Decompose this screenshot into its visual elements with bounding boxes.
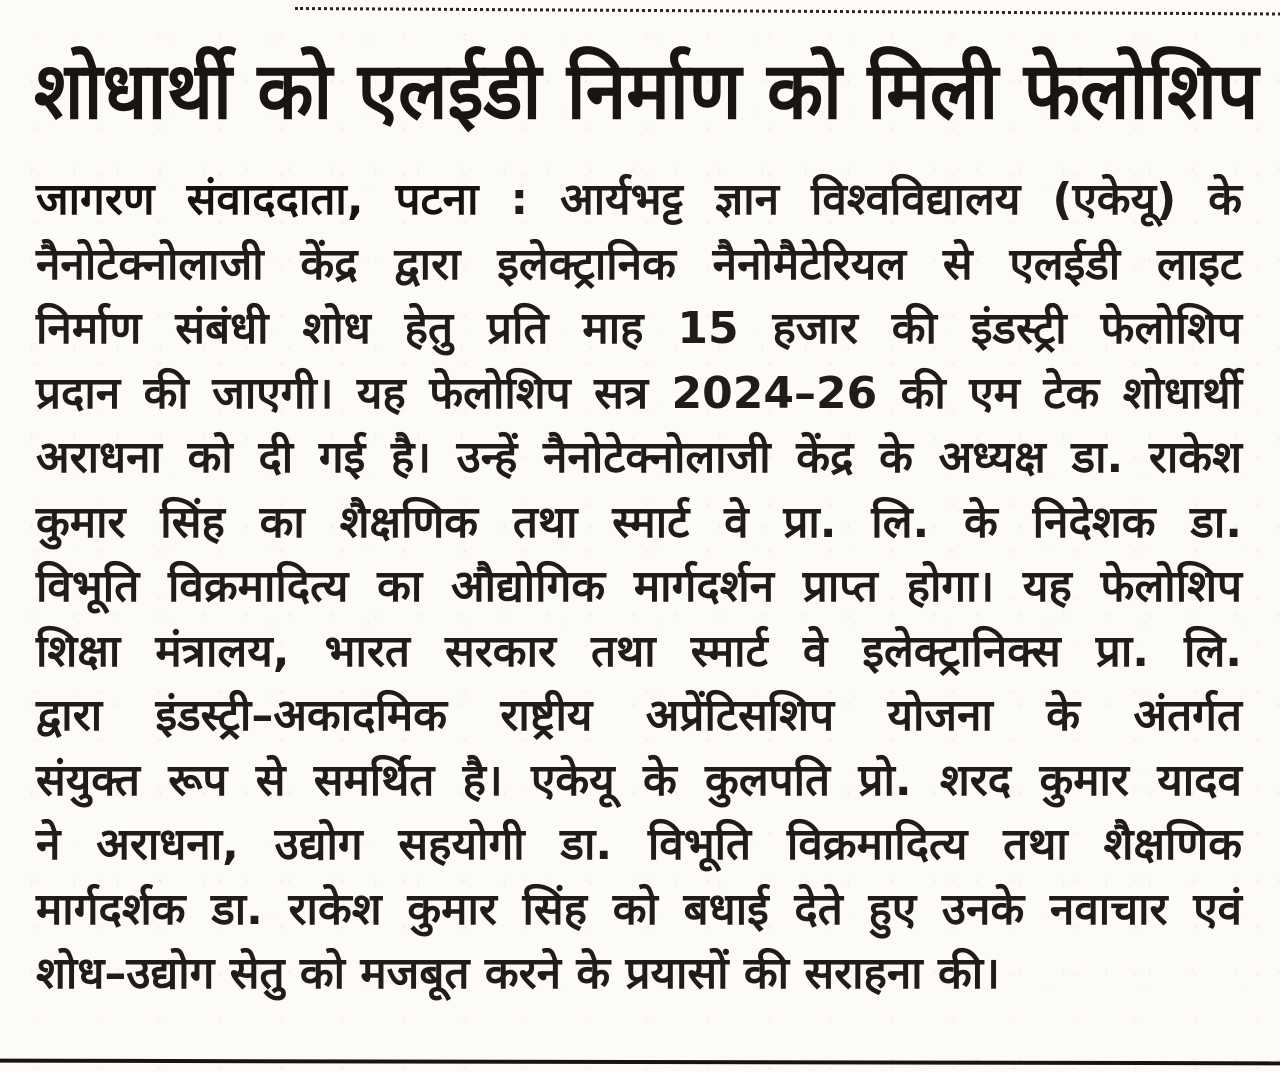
article-line-7: विभूति विक्रमादित्य का औद्योगिक मार्गदर्शन प्राप्त होगा। यह फेलोशिप bbox=[36, 561, 1242, 612]
article-line-8: शिक्षा मंत्रालय, भारत सरकार तथा स्मार्ट वे इलेक्ट्रानिक्स प्रा. लि. bbox=[36, 625, 1242, 677]
article-line-1-text: आर्यभट्ट ज्ञान विश्वविद्यालय (एकेयू) के bbox=[560, 174, 1242, 225]
article-line-4: प्रदान की जाएगी। यह फेलोशिप सत्र 2024–26 की एम टेक शोधार्थी bbox=[36, 367, 1242, 419]
byline: जागरण संवाददाता, पटना bbox=[36, 174, 479, 225]
article-line-9: द्वारा इंडस्ट्री–अकादमिक राष्ट्रीय अप्रेंटिसशिप योजना के अंतर्गत bbox=[36, 690, 1242, 741]
article-line-12: मार्गदर्शक डा. राकेश कुमार सिंह को बधाई देते हुए उनके नवाचार एवं bbox=[36, 883, 1242, 935]
article-line-6: कुमार सिंह का शैक्षणिक तथा स्मार्ट वे प्रा. लि. के निदेशक डा. bbox=[36, 496, 1242, 548]
bottom-rule bbox=[0, 1059, 1280, 1066]
article-line-1 bbox=[36, 168, 1242, 233]
byline-separator: : bbox=[478, 174, 561, 225]
article-line-5: अराधना को दी गई है। उन्हें नैनोटेक्नोलाजी केंद्र के अध्यक्ष डा. राकेश bbox=[36, 432, 1242, 483]
article-line-13: शोध–उद्योग सेतु को मजबूत करने के प्रयासों की सराहना की। bbox=[36, 948, 1000, 999]
article-line-2: नैनोटेक्नोलाजी केंद्र द्वारा इलेक्ट्रानिक नैनोमैटेरियल से एलईडी लाइट bbox=[36, 238, 1242, 290]
article-line-11: ने अराधना, उद्योग सहयोगी डा. विभूति विक्रमादित्य तथा शैक्षणिक bbox=[36, 819, 1242, 870]
article-body bbox=[36, 168, 1242, 1007]
article-line-3: निर्माण संबंधी शोध हेतु प्रति माह 15 हजार की इंडस्ट्री फेलोशिप bbox=[36, 303, 1242, 354]
top-dotted-rule bbox=[295, 7, 1280, 16]
headline: शोधार्थी को एलईडी निर्माण को मिली फेलोशिप bbox=[34, 45, 1259, 138]
article-line-10: संयुक्त रूप से समर्थित है। एकेयू के कुलपति प्रो. शरद कुमार यादव bbox=[36, 754, 1242, 806]
